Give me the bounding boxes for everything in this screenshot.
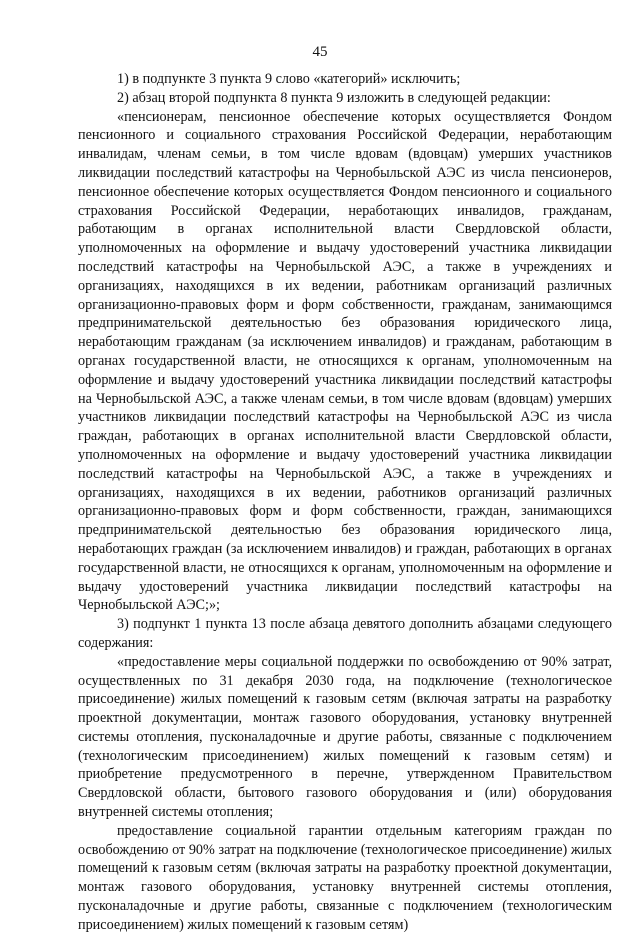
paragraph-item-2: 2) абзац второй подпункта 8 пункта 9 изложить в следующей редакции: — [117, 89, 551, 106]
paragraph-item-1: 1) в подпункте 3 пункта 9 слово «категорий» исключить; — [117, 71, 461, 87]
paragraph-quoted-text-2: «предоставление меры социальной поддержки по освобождению от 90% затрат, осуществленных по 31 декабря 2030 года, на подключение (технологическое присоединение) жилых помещений к газовым сетям (включая затраты на разработку проектной документации, монтаж газового оборудования, установку внутренней системы отопления, пусконаладочные и другие работы, связанные с подключением (технологическим присоединением) жилых помещений к газовым сетям) и приобретение предусмотренного в перечне, утвержденном Правительством Свердловской области, бытового газового оборудования и (или) оборудования внутренней системы отопления; — [78, 653, 612, 821]
paragraph-quoted-text-1: «пенсионерам, пенсионное обеспечение которых осуществляется Фондом пенсионного и социального страхования Российской Федерации, неработающим инвалидам, членам семьи, в том числе вдовам (вдовцам) умерших участников ликвидации последствий катастрофы на Чернобыльской АЭС из числа пенсионеров, пенсионное обеспечение которых осуществляется Фондом пенсионного и социального страхования Российской Федерации, неработающих инвалидов, гражданам, работающим в органах исполнительной власти Свердловской области, уполномоченных на оформление и выдачу удостоверений участника ликвидации последствий катастрофы на Чернобыльской АЭС, а также в учреждениях и организациях, находящихся в их ведении, работникам организаций различных организационно-правовых форм и форм собственности, гражданам, занимающимся предпринимательской деятельностью без образования юридического лица, неработающим гражданам (за исключением инвалидов) и гражданам, работающим в органах государственной власти, не относящихся к органам, уполномоченным на оформление и выдачу удостоверений участника ликвидации последствий катастрофы на Чернобыльской АЭС, а также членам семьи, в том числе вдовам (вдовцам) умерших участников ликвидации последствий катастрофы на Чернобыльской АЭС из числа граждан, работающих в органах исполнительной власти Свердловской области, уполномоченных на оформление и выдачу удостоверений участника ликвидации последствий катастрофы на Чернобыльской АЭС, а также в учреждениях и организациях, находящихся в их ведении, работников организаций различных организационно-правовых форм и форм собственности, граждан, занимающихся предпринимательской деятельностью без образования юридического лица, неработающих граждан (за исключением инвалидов) и граждан, работающих в органах государственной власти, не относящихся к органам, уполномоченным на оформление и выдачу удостоверений участника ликвидации последствий катастрофы на Чернобыльской АЭС;»; — [78, 108, 612, 614]
paragraph-quoted-text-3: предоставление социальной гарантии отдельным категориям граждан по освобождению от 90% затрат на подключение (технологическое присоединение) жилых помещений к газовым сетям (включая затраты на разработку проектной документации, монтаж газового оборудования, установку внутренней системы отопления, пусконаладочные и другие работы, связанные с подключением (технологическим присоединением) жилых помещений к газовым сетям) — [78, 822, 612, 933]
paragraph-item-3: 3) подпункт 1 пункта 13 после абзаца девятого дополнить абзацами следующего содержания: — [78, 616, 612, 651]
document-body — [78, 70, 612, 935]
page-number: 45 — [312, 44, 328, 60]
